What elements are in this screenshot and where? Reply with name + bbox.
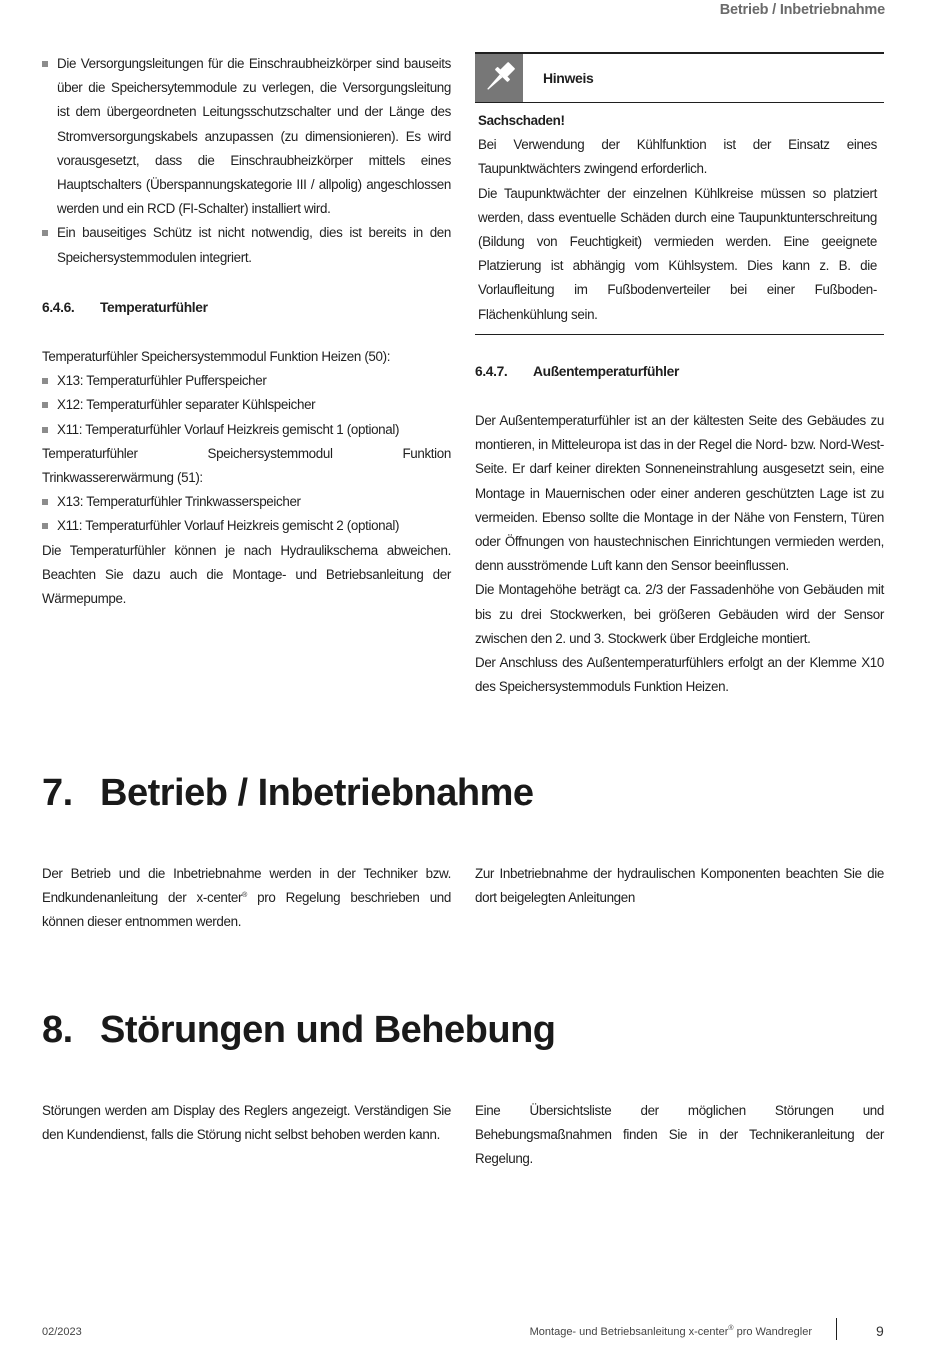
text-run: pro Wandregler bbox=[733, 1326, 812, 1338]
list-item: X12: Temperaturfühler separater Kühlspeicher bbox=[42, 393, 451, 417]
section-6-4-7-body bbox=[475, 409, 884, 699]
chapter-title: Betrieb / Inbetriebnahme bbox=[100, 772, 534, 814]
chapter-heading-8 bbox=[42, 1007, 556, 1053]
paragraph: Bei Verwendung der Kühlfunktion ist der Einsatz eines Taupunktwächters zwingend erforderlich. bbox=[478, 137, 877, 177]
text-run: pro Regelung beschrieben und können dieser entnommen werden. bbox=[42, 890, 451, 930]
bullet-list bbox=[42, 490, 451, 538]
paragraph: Der Außentemperaturfühler ist an der kältesten Seite des Gebäudes zu montieren, in Mitteleuropa ist das in der Regel die Nord- bzw. Nord-West-Seite. Er darf keiner direkten Sonneneinstrahlung ausgesetzt sein, eine Montage in Mauernischen oder einer anderen geschützten Lage ist zu vermeiden. Ebenso sollte die Montage in der Nähe von Fenstern, Türen oder Öffnungen von haustechnischen Einrichtungen vermieden werden, denn ausströmende Luft kann den Sensor beeinflussen. bbox=[475, 413, 884, 574]
list-item: X13: Temperaturfühler Trinkwasserspeicher bbox=[42, 490, 451, 514]
paragraph: Temperaturfühler Speichersystemmodul Funktion Heizen (50): bbox=[42, 349, 391, 364]
chapter-title: Störungen und Behebung bbox=[100, 1009, 556, 1051]
paragraph: Der Anschluss des Außentemperaturfühlers erfolgt an der Klemme X10 des Speichersystemmoduls Funktion Heizen. bbox=[475, 655, 884, 695]
paragraph: Eine Übersichtsliste der möglichen Störungen und Behebungsmaßnahmen finden Sie in der Technikeranleitung der Regelung. bbox=[475, 1103, 884, 1167]
running-header: Betrieb / Inbetriebnahme bbox=[719, 2, 885, 18]
list-item: Die Versorgungsleitungen für die Einschraubheizkörper sind bauseits über die Speichersytemmodule zu verlegen, die Versorgungsleitung ist dem übergeordneten Leitungsschutzschalter und der Länge des Stromversorgungskabels anzupassen (zu dimensionieren). Es wird vorausgesetzt, dass die Einschraubheizkörper mittels eines Hauptschalters (Überspannungskategorie III / allpolig) angeschlossen werden und ein RCD (FI-Schalter) installiert wird. bbox=[42, 52, 451, 221]
notice-body bbox=[478, 109, 877, 327]
chapter-8-right bbox=[475, 1099, 884, 1172]
text-run: Der Betrieb und die Inbetriebnahme werden in der Techniker bzw. Endkundenanleitung der x-center bbox=[42, 866, 451, 906]
footer-document-title bbox=[530, 1326, 812, 1338]
registered-mark: ® bbox=[242, 892, 247, 900]
chapter-heading-7 bbox=[42, 770, 534, 816]
section-6-4-7 bbox=[475, 360, 884, 384]
footer-date: 02/2023 bbox=[42, 1326, 82, 1338]
bullet-list bbox=[42, 369, 451, 442]
paragraph: Die Montagehöhe beträgt ca. 2/3 der Fassadenhöhe von Gebäuden mit bis zu drei Stockwerken, bei größeren Gebäuden wird der Sensor zwischen den 2. und 3. Stockwerk über Erdgleiche montiert. bbox=[475, 582, 884, 646]
notice-title: Hinweis bbox=[543, 70, 594, 86]
chapter-8-left bbox=[42, 1099, 451, 1147]
paragraph bbox=[42, 862, 451, 935]
chapter-7-left bbox=[42, 862, 451, 935]
paragraph: Die Taupunktwächter der einzelnen Kühlkreise müssen so platziert werden, dass eventuelle Schäden durch eine Taupunktunterschreitung (Bildung von Feuchtigkeit) vermieden werden. Eine geeignete Platzierung ist abhängig vom Kühlsystem. Dies kann z. B. die Vorlaufleitung im Fußbodenverteiler bei einer Fußboden-Flächenkühlung sein. bbox=[478, 185, 877, 322]
notice-divider bbox=[475, 102, 884, 103]
registered-mark: ® bbox=[728, 1325, 734, 1332]
section-title: Außentemperaturfühler bbox=[533, 364, 679, 379]
notice-subtitle: Sachschaden! bbox=[478, 113, 565, 128]
left-column-intro bbox=[42, 52, 451, 270]
list-item: X13: Temperaturfühler Pufferspeicher bbox=[42, 369, 451, 393]
section-heading bbox=[42, 296, 451, 320]
section-title: Temperaturfühler bbox=[100, 300, 208, 315]
bullet-list bbox=[42, 52, 451, 270]
section-heading bbox=[475, 360, 884, 384]
notice-icon-container bbox=[475, 54, 523, 102]
page-number: 9 bbox=[876, 1323, 884, 1339]
section-number: 6.4.6. bbox=[42, 300, 75, 315]
paragraph: Zur Inbetriebnahme der hydraulischen Komponenten beachten Sie die dort beigelegten Anleitungen bbox=[475, 866, 884, 906]
paragraph: Temperaturfühler Speichersystemmodul Funktion Trinkwassererwärmung (51): bbox=[42, 445, 451, 486]
footer-divider bbox=[836, 1318, 837, 1340]
list-item: Ein bauseitiges Schütz ist nicht notwendig, dies ist bereits in den Speichersystemmodulen integriert. bbox=[42, 221, 451, 269]
section-6-4-6-body bbox=[42, 345, 451, 611]
list-item: X11: Temperaturfühler Vorlauf Heizkreis gemischt 1 (optional) bbox=[42, 418, 451, 442]
paragraph: Störungen werden am Display des Reglers angezeigt. Verständigen Sie den Kundendienst, falls die Störung nicht selbst behoben werden kann. bbox=[42, 1103, 451, 1143]
chapter-7-right bbox=[475, 862, 884, 910]
section-number: 6.4.7. bbox=[475, 364, 508, 379]
pushpin-icon bbox=[475, 54, 523, 102]
paragraph: Die Temperaturfühler können je nach Hydraulikschema abweichen. Beachten Sie dazu auch die Montage- und Betriebsanleitung der Wärmepumpe. bbox=[42, 542, 451, 607]
chapter-number: 7. bbox=[42, 772, 73, 814]
notice-box bbox=[475, 52, 884, 335]
text-run: Montage- und Betriebsanleitung x-center bbox=[529, 1326, 729, 1338]
list-item: X11: Temperaturfühler Vorlauf Heizkreis gemischt 2 (optional) bbox=[42, 514, 451, 538]
chapter-number: 8. bbox=[42, 1009, 73, 1051]
section-6-4-6 bbox=[42, 296, 451, 320]
